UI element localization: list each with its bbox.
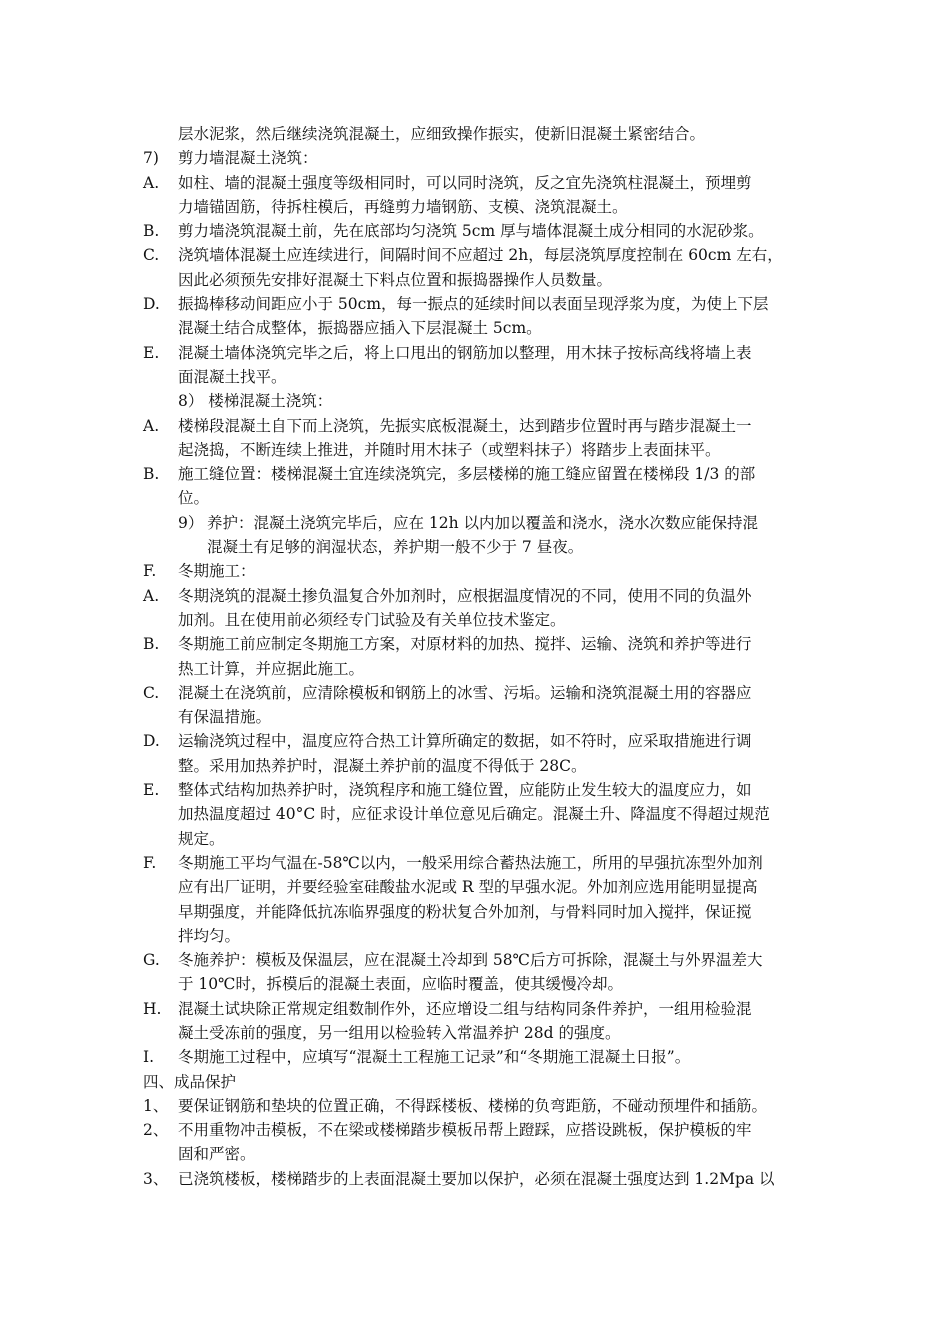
item-label: A. — [143, 416, 160, 435]
text-line: 于 10℃时，拆模后的混凝土表面，应临时覆盖，使其缓慢冷却。 — [178, 975, 623, 994]
list-item: A. 如柱、墙的混凝土强度等级相同时，可以同时浇筑，反之宜先浇筑柱混凝土，预埋剪 — [0, 171, 950, 195]
list-item: C. 浇筑墙体混凝土应连续进行，间隔时间不应超过 2h，每层浇筑厚度控制在 60cm 左右， — [0, 243, 950, 267]
list-item: E. 混凝土墙体浇筑完毕之后，将上口甩出的钢筋加以整理，用木抹子按标高线将墙上表 — [0, 341, 950, 365]
item-label: H. — [143, 999, 162, 1018]
list-item: F. 冬期施工平均气温在-58℃以内，一般采用综合蓄热法施工，所用的早强抗冻型外加剂 — [0, 851, 950, 875]
list-item: 1、 要保证钢筋和垫块的位置正确，不得踩楼板、楼梯的负弯距筋，不碰动预埋件和插筋。 — [0, 1094, 950, 1118]
text-line: 因此必须预先安排好混凝土下料点位置和振捣器操作人员数量。 — [178, 270, 613, 289]
text-line: 拌均匀。 — [178, 926, 241, 945]
text-line: 固和严密。 — [178, 1145, 256, 1164]
section-title: 四、成品保护 — [143, 1072, 237, 1091]
item-label: 7) — [143, 149, 159, 168]
document-page — [0, 122, 950, 1191]
item-label: D. — [143, 732, 160, 751]
list-item: 7) 剪力墙混凝土浇筑： — [0, 146, 950, 170]
item-label: C. — [143, 246, 160, 265]
text-line: 加剂。且在使用前必须经专门试验及有关单位技术鉴定。 — [178, 610, 566, 629]
item-label: E. — [143, 343, 160, 362]
list-item: A. 楼梯段混凝土自下而上浇筑，先振实底板混凝土，达到踏步位置时再与踏步混凝土一 — [0, 414, 950, 438]
list-item: I. 冬期施工过程中，应填写“混凝土工程施工记录”和“冬期施工混凝土日报”。 — [0, 1045, 950, 1069]
text-line: 混凝土有足够的润湿状态，养护期一般不少于 7 昼夜。 — [207, 538, 584, 557]
section-heading — [0, 1070, 950, 1094]
item-label: F. — [143, 562, 157, 581]
text-line: 凝土受冻前的强度，另一组用以检验转入常温养护 28d 的强度。 — [178, 1023, 621, 1042]
item-label: G. — [143, 951, 160, 970]
text-line: 起浇捣，不断连续上推进，并随时用木抹子（或塑料抹子）将踏步上表面抹平。 — [178, 440, 721, 459]
text-line: 层水泥浆，然后继续浇筑混凝土，应细致操作振实，使新旧混凝土紧密结合。 — [178, 125, 706, 143]
list-item: H. 混凝土试块除正常规定组数制作外，还应增设二组与结构同条件养护，一组用检验混 — [0, 997, 950, 1021]
text-line: 应有出厂证明，并要经验室硅酸盐水泥或 R 型的早强水泥。外加剂应选用能明显提高 — [178, 878, 758, 897]
item-label: B. — [143, 465, 160, 484]
text-line: 规定。 — [178, 829, 225, 848]
text-line: 面混凝土找平。 — [178, 367, 287, 386]
list-item: B. 施工缝位置：楼梯混凝土宜连续浇筑完，多层楼梯的施工缝应留置在楼梯段 1/3 的部 — [0, 462, 950, 486]
item-label: 3、 — [143, 1169, 169, 1188]
item-label: 9） — [178, 513, 204, 532]
list-item: C. 混凝土在浇筑前，应清除模板和钢筋上的冰雪、污垢。运输和浇筑混凝土用的容器应 — [0, 681, 950, 705]
item-label: E. — [143, 781, 160, 800]
text-line: 热工计算，并应据此施工。 — [178, 659, 365, 678]
item-label: A. — [143, 586, 160, 605]
item-label: F. — [143, 853, 157, 872]
item-label: B. — [143, 635, 160, 654]
list-item: F. 冬期施工： — [0, 559, 950, 583]
list-item: G. 冬施养护：模板及保温层，应在混凝土冷却到 58℃后方可拆除，混凝土与外界温差大 — [0, 948, 950, 972]
item-label: I. — [143, 1048, 155, 1067]
text-line: 有保温措施。 — [178, 708, 272, 727]
item-label: C. — [143, 683, 160, 702]
text-line: 力墙锚固筋，待拆柱模后，再缝剪力墙钢筋、支模、浇筑混凝土。 — [178, 197, 628, 216]
list-item: B. 冬期施工前应制定冬期施工方案，对原材料的加热、搅拌、运输、浇筑和养护等进行 — [0, 632, 950, 656]
text-line: 加热温度超过 40°C 时，应征求设计单位意见后确定。混凝土升、降温度不得超过规范 — [178, 805, 770, 824]
list-item: 3、 已浇筑楼板，楼梯踏步的上表面混凝土要加以保护，必须在混凝土强度达到 1.2Mpa 以 — [0, 1167, 950, 1191]
list-item: E. 整体式结构加热养护时，浇筑程序和施工缝位置，应能防止发生较大的温度应力，如 — [0, 778, 950, 802]
list-item: B. 剪力墙浇筑混凝土前，先在底部均匀浇筑 5cm 厚与墙体混凝土成分相同的水泥砂浆。 — [0, 219, 950, 243]
item-label: A. — [143, 173, 160, 192]
text-line: 位。 — [178, 489, 210, 508]
text-line: 整。采用加热养护时，混凝土养护前的温度不得低于 28C。 — [178, 756, 587, 775]
item-label: 1、 — [143, 1096, 169, 1115]
list-item: D. 振捣棒移动间距应小于 50cm，每一振点的延续时间以表面呈现浮浆为度，为使上下层 — [0, 292, 950, 316]
item-label: D. — [143, 295, 160, 314]
list-item: D. 运输浇筑过程中，温度应符合热工计算所确定的数据，如不符时，应采取措施进行调 — [0, 729, 950, 753]
section-heading: 8） 楼梯混凝土浇筑： — [178, 392, 333, 411]
item-label: B. — [143, 222, 160, 241]
item-label: 2、 — [143, 1121, 169, 1140]
text-line: 混凝土结合成整体，振捣器应插入下层混凝土 5cm。 — [178, 319, 542, 338]
list-item: A. 冬期浇筑的混凝土掺负温复合外加剂时，应根据温度情况的不同，使用不同的负温外 — [0, 584, 950, 608]
list-item: 2、 不用重物冲击模板，不在梁或楼梯踏步模板吊帮上蹬踩，应搭设跳板，保护模板的牢 — [0, 1118, 950, 1142]
text-line: 早期强度，并能降低抗冻临界强度的粉状复合外加剂，与骨料同时加入搅拌，保证搅 — [178, 902, 752, 921]
list-item: 9） 养护：混凝土浇筑完毕后，应在 12h 以内加以覆盖和浇水，浇水次数应能保持混 — [0, 511, 950, 535]
